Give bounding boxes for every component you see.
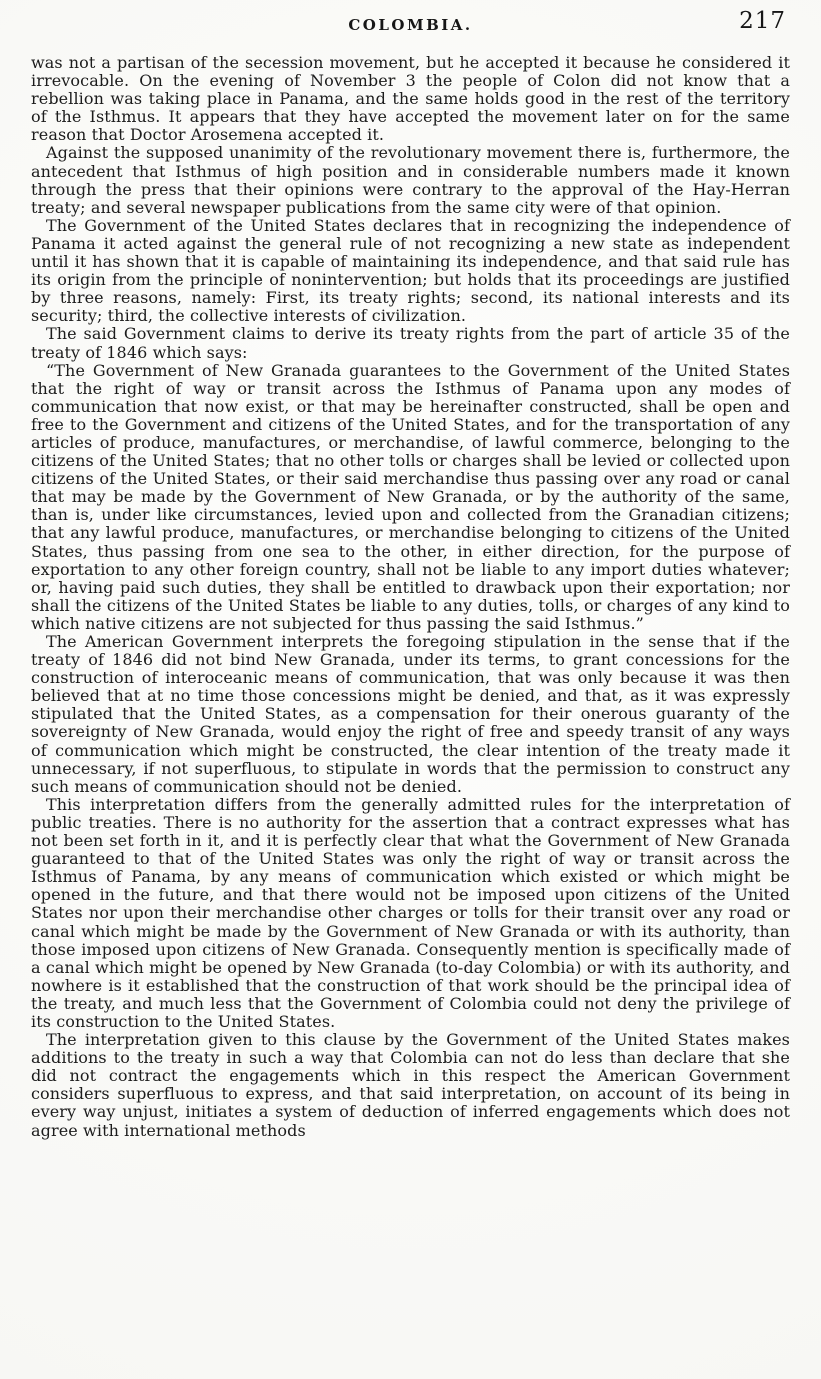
paragraph: The interpretation given to this clause by the Government of the United States makes additions to the treaty in such a way that Colombia can not do less than declare that she did not contract the engagements which in this respect the American Government considers superfluous to express, and that said interpretation, on account of its being in every way unjust, initiates a system of deduction of inferred engagements which does not agree with international methods — [31, 1030, 790, 1140]
page-number: 217 — [739, 8, 786, 34]
paragraph-continuation: was not a partisan of the secession movement, but he accepted it because he considered it irrevocable. On the evening of November 3 the people of Colon did not know that a rebellion was taking place in Panama, and the same holds good in the rest of the territory of the Isthmus. It appears that they have accepted the movement later on for the same reason that Doctor Arosemena accepted it. — [31, 53, 790, 145]
running-title: COLOMBIA. — [348, 16, 473, 34]
paragraph: Against the supposed unanimity of the revolutionary movement there is, furthermore, the antecedent that Isthmus of high position and in considerable numbers made it known through the press that their opinions were contrary to the approval of the Hay-Herran treaty; and several newspaper publications from the same city were of that opinion. — [31, 143, 790, 217]
paragraph: This interpretation differs from the generally admitted rules for the interpretation of public treaties. There is no authority for the assertion that a contract expresses what has not been set forth in it, and it is perfectly clear that what the Government of New Granada guaranteed to that of the United States was only the right of way or transit across the Isthmus of Panama, by any means of communication which existed or which might be opened in the future, and that there would not be imposed upon citizens of the United States nor upon their merchandise other charges or tolls for their transit over any road or canal which might be made by the Government of New Granada or with its authority, than those imposed upon citizens of New Granada. Consequently mention is specifically made of a canal which might be opened by New Granada (to-day Colombia) or with its authority, and nowhere is it established that the construction of that work should be the principal idea of the treaty, and much less that the Government of Colombia could not deny the privilege of its construction to the United States. — [31, 794, 790, 1031]
paragraph: The Government of the United States declares that in recognizing the independence of Panama it acted against the general rule of not recognizing a new state as independent until it has shown that it is capable of maintaining its independence, and that said rule has its origin from the principle of nonintervention; but holds that its proceedings are justified by three reasons, namely: First, its treaty rights; second, its national interests and its security; third, the collective interests of civilization. — [31, 215, 790, 326]
page-body — [31, 54, 790, 1140]
paragraph: The American Government interprets the foregoing stipulation in the sense that if the treaty of 1846 did not bind New Granada, under its terms, to grant concessions for the construction of interoceanic means of communication, that was only because it was then believed that at no time those concessions might be denied, and that, as it was expressly stipulated that the United States, as a compensation for their onerous guaranty of the sovereignty of New Granada, would enjoy the right of free and speedy transit of any ways of communication which might be constructed, the clear intention of the treaty made it unnecessary, if not superfluous, to stipulate in words that the permission to construct any such means of communication should not be denied. — [31, 632, 790, 796]
paragraph: The said Government claims to derive its treaty rights from the part of article 35 of the treaty of 1846 which says: — [31, 324, 790, 362]
paragraph-treaty-quote: “The Government of New Granada guarantees to the Government of the United States that the right of way or transit across the Isthmus of Panama upon any modes of communication that now exist, or that may be hereinafter constructed, shall be open and free to the Government and citizens of the United States, and for the transportation of any articles of produce, manufactures, or merchandise, of lawful commerce, belonging to the citizens of the United States; that no other tolls or charges shall be levied or collected upon citizens of the United States, or their said merchandise thus passing over any road or canal that may be made by the Government of New Granada, or by the authority of the same, than is, under like circumstances, levied upon and collected from the Granadian citizens; that any lawful produce, manufactures, or merchandise belonging to citizens of the United States, thus passing from one sea to the other, in either direction, for the purpose of exportation to any other foreign country, shall not be liable to any import duties whatever; or, having paid such duties, they shall be entitled to drawback upon their exportation; nor shall the citizens of the United States be liable to any duties, tolls, or charges of any kind to which native citizens are not subjected for thus passing the said Isthmus.” — [31, 360, 790, 633]
page-header — [31, 10, 790, 54]
